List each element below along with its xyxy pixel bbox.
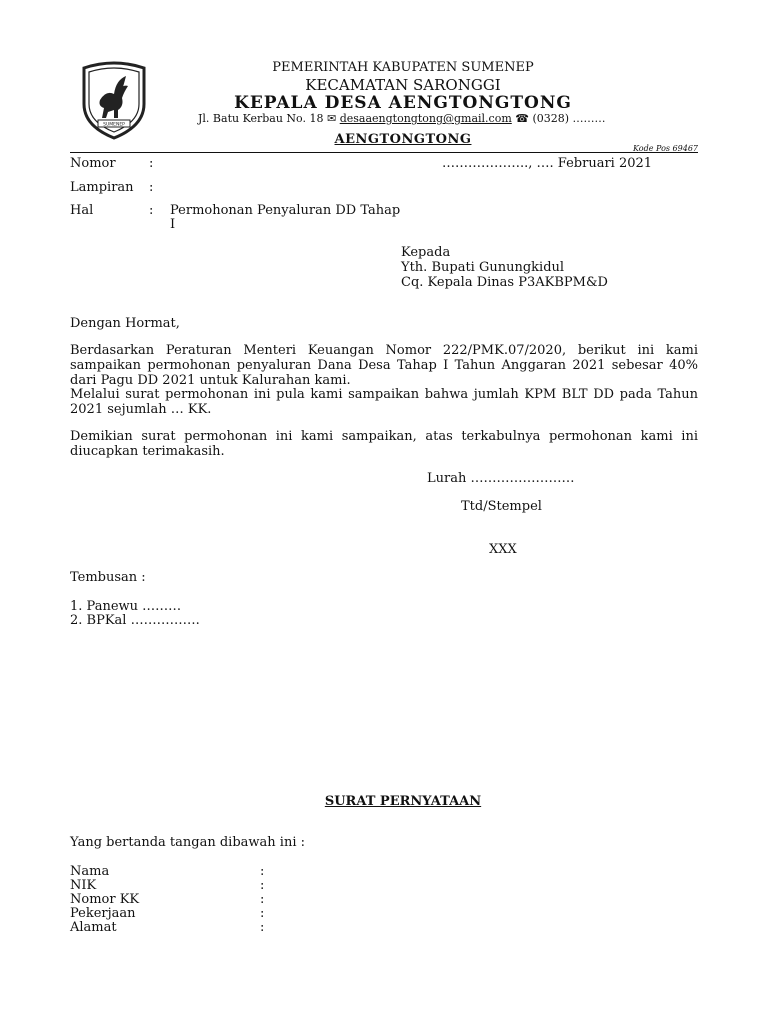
greeting: Dengan Hormat,: [70, 316, 180, 331]
lampiran-colon: :: [149, 180, 154, 195]
paragraph-3: Demikian surat permohonan ini kami sampaikan, atas terkabulnya permohonan kami ini diucapkan terimakasih.: [70, 429, 698, 459]
signature-stamp: Ttd/Stempel: [461, 499, 542, 514]
recipient-kepada: Kepada: [401, 245, 451, 260]
phone-icon: ☎: [515, 112, 529, 125]
header-line-2: KECAMATAN SARONGGI: [305, 76, 501, 94]
phone-number: (0328) ………: [532, 112, 606, 125]
tembusan-label: Tembusan :: [70, 570, 146, 585]
tembusan-item: 1. Panewu ………: [70, 599, 182, 614]
email-link[interactable]: desaaengtongtong@gmail.com: [339, 112, 512, 125]
statement-intro: Yang bertanda tangan dibawah ini :: [70, 835, 305, 850]
field-colon: :: [260, 892, 265, 907]
field-label-nik: NIK: [70, 878, 97, 893]
field-label-alamat: Alamat: [70, 920, 117, 935]
hal-subject-line1: Permohonan Penyaluran DD Tahap: [170, 203, 401, 218]
logo-text: SUMENEP: [103, 122, 125, 128]
field-label-nama: Nama: [70, 864, 110, 879]
village-emblem-logo: [78, 60, 150, 140]
field-label-pekerjaan: Pekerjaan: [70, 906, 136, 921]
field-colon: :: [260, 864, 265, 879]
postal-code: Kode Pos 69467: [633, 144, 698, 153]
statement-title: SURAT PERNYATAAN: [324, 794, 482, 809]
signer-name: XXX: [489, 542, 517, 557]
signer-title: Lurah ……………………: [427, 471, 575, 486]
header-line-1: PEMERINTAH KABUPATEN SUMENEP: [272, 60, 534, 75]
village-name: AENGTONGTONG: [334, 132, 472, 147]
recipient-cq: Cq. Kepala Dinas P3AKBPM&D: [401, 275, 608, 290]
header-line-3: KEPALA DESA AENGTONGTONG: [234, 93, 572, 113]
paragraph-2: Melalui surat permohonan ini pula kami sampaikan bahwa jumlah KPM BLT DD pada Tahun 2021 sejumlah … KK.: [70, 387, 698, 417]
nomor-colon: :: [149, 156, 154, 171]
letter-date: ……………….., …. Februari 2021: [442, 156, 653, 171]
field-colon: :: [260, 920, 265, 935]
hal-subject-line2: I: [170, 217, 176, 232]
recipient-yth: Yth. Bupati Gunungkidul: [401, 260, 565, 275]
nomor-label: Nomor: [70, 156, 116, 171]
header-address: [198, 112, 606, 125]
address-text: Jl. Batu Kerbau No. 18: [198, 112, 324, 125]
envelope-icon: ✉: [326, 112, 337, 125]
lampiran-label: Lampiran: [70, 180, 134, 195]
hal-colon: :: [149, 203, 154, 218]
hal-label: Hal: [70, 203, 94, 218]
field-colon: :: [260, 878, 265, 893]
header-divider: [70, 152, 698, 153]
tembusan-item: 2. BPKal …………….: [70, 613, 200, 628]
field-colon: :: [260, 906, 265, 921]
paragraph-1: Berdasarkan Peraturan Menteri Keuangan Nomor 222/PMK.07/2020, berikut ini kami sampaikan permohonan penyaluran Dana Desa Tahap I Tahun Anggaran 2021 sebesar 40% dari Pagu DD 2021 untuk Kalurahan kami.: [70, 343, 698, 388]
field-label-nomor-kk: Nomor KK: [70, 892, 140, 907]
